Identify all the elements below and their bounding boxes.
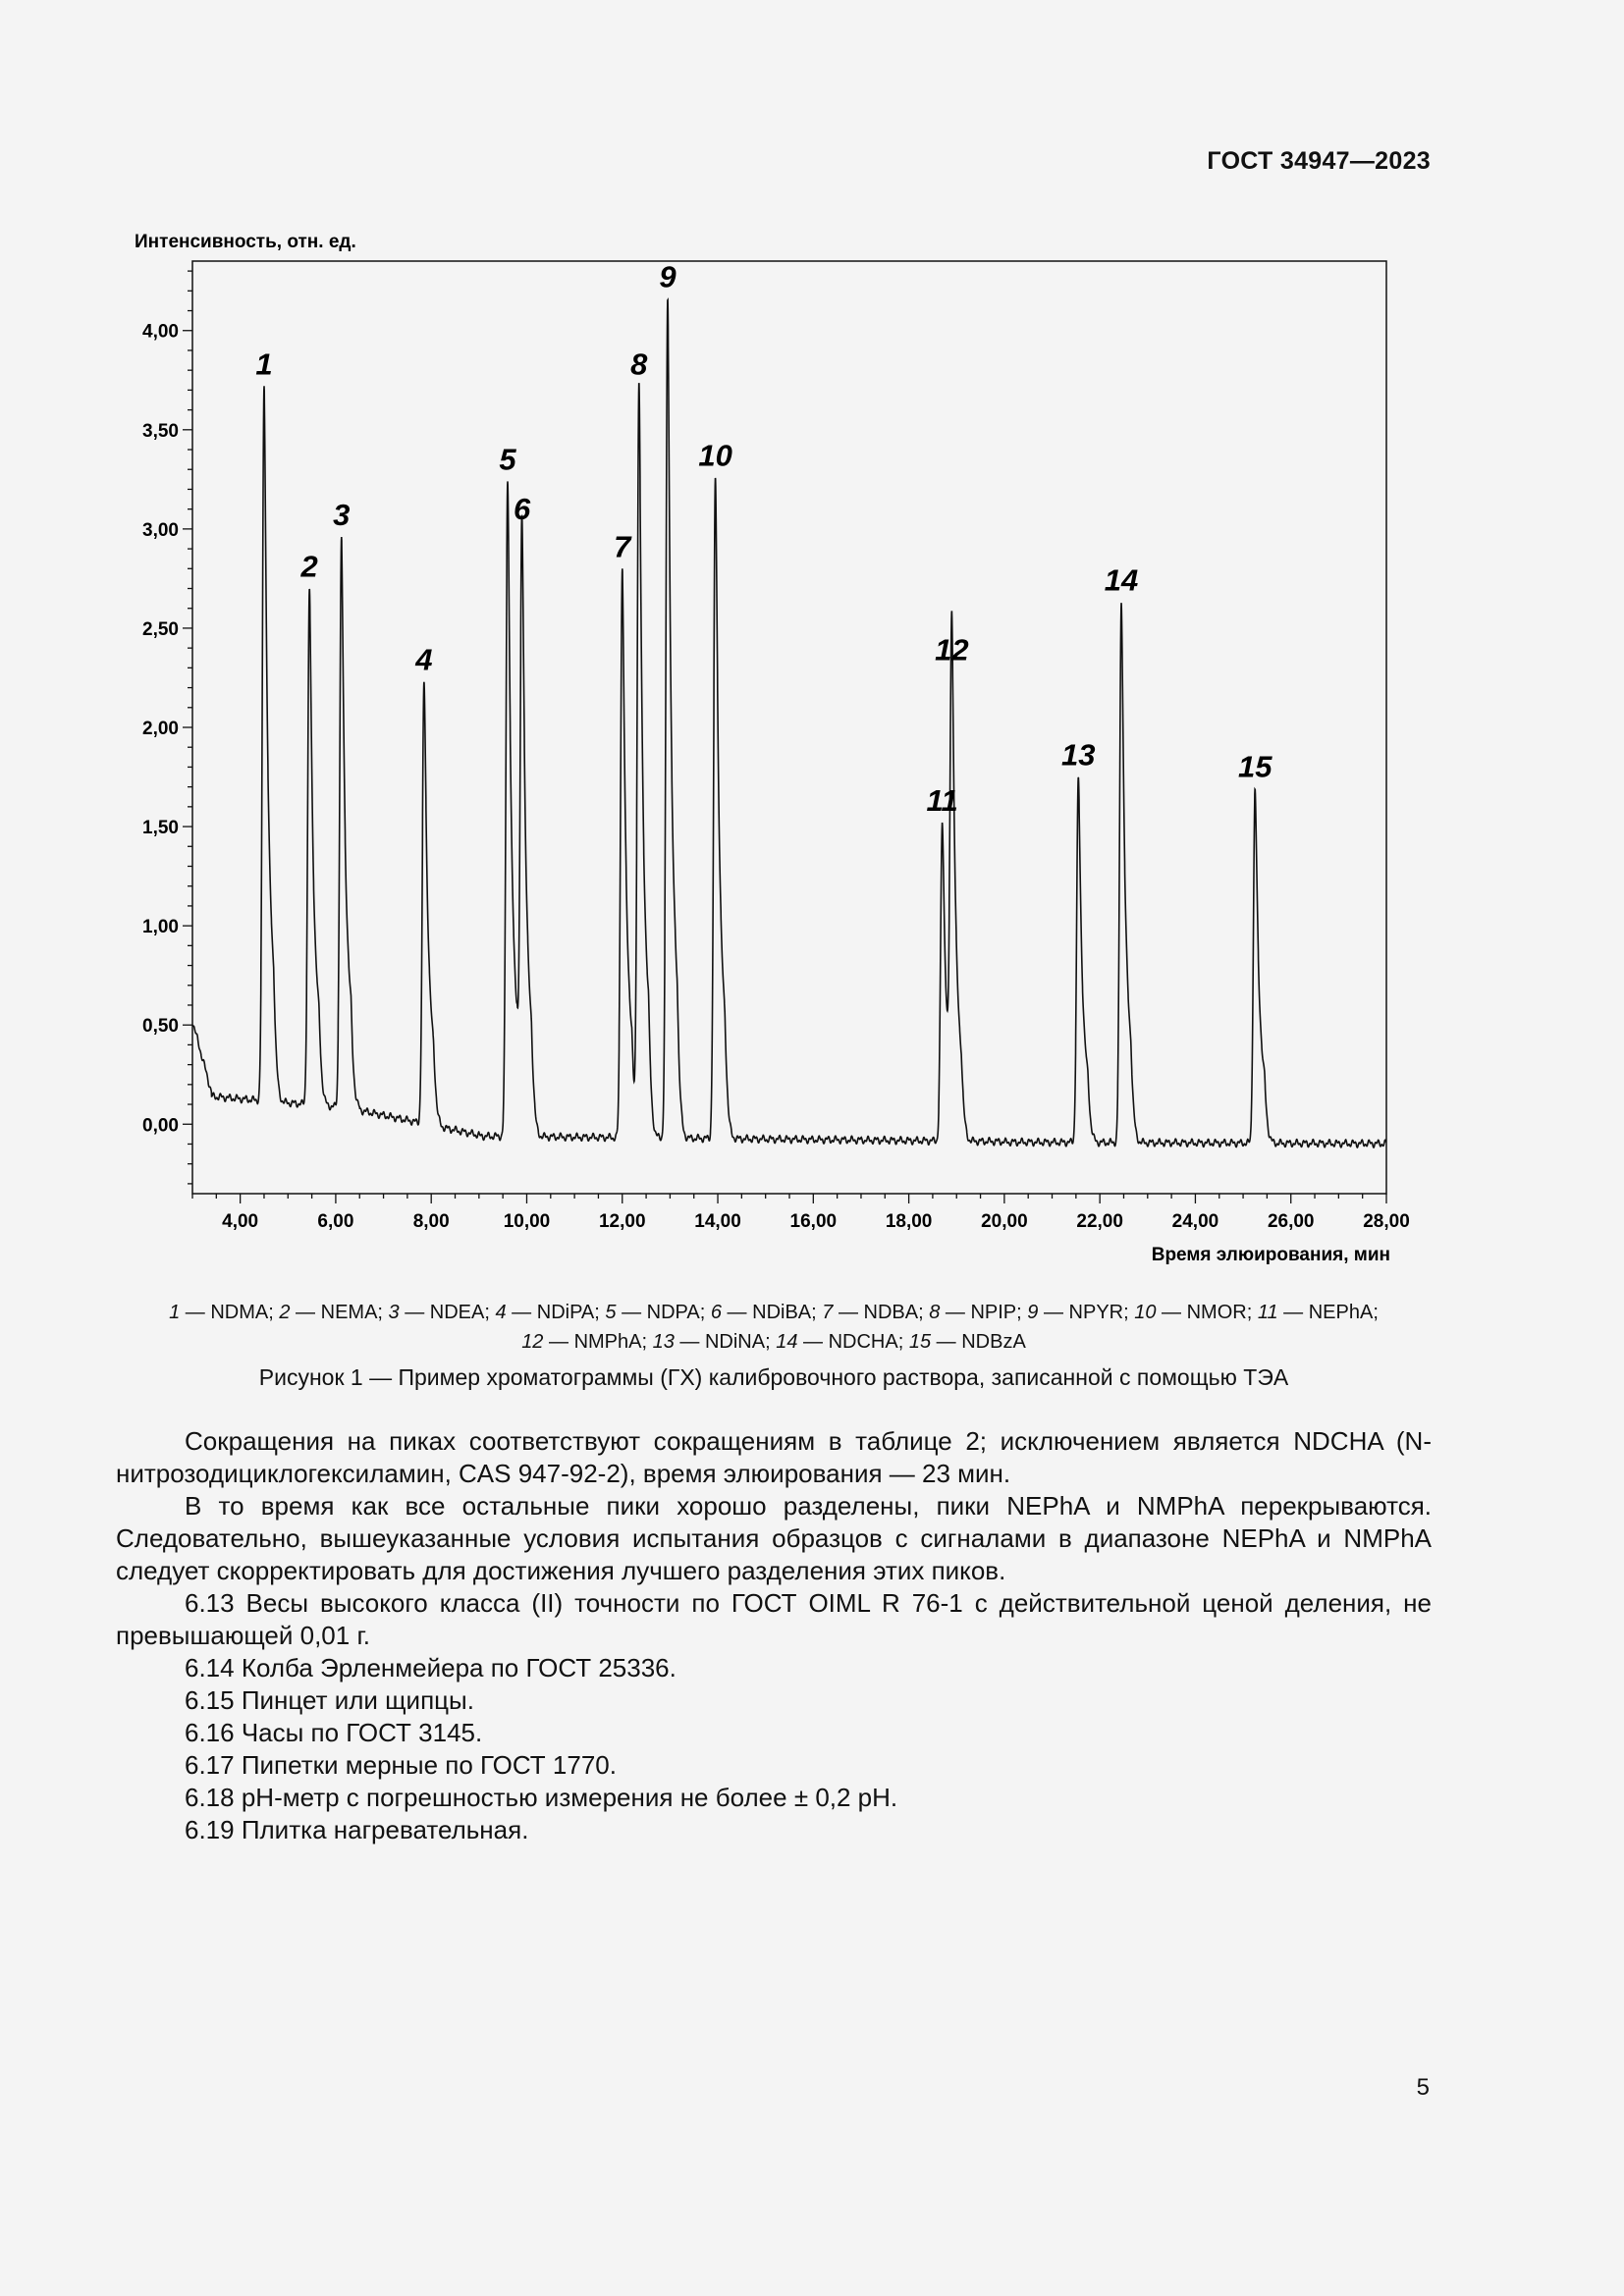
figure-legend: [116, 1298, 1432, 1357]
legend-compound: NEPhA: [1308, 1302, 1374, 1323]
peak-label: 5: [499, 442, 516, 477]
x-tick-label: 22,00: [1076, 1211, 1123, 1232]
x-tick-label: 26,00: [1267, 1211, 1315, 1232]
paragraph: 6.14 Колба Эрленмейера по ГОСТ 25336.: [185, 1653, 677, 1682]
legend-number: 9: [1027, 1302, 1039, 1323]
x-tick-label: 8,00: [412, 1211, 450, 1232]
y-tick-label: 3,50: [142, 420, 179, 442]
paragraph: 6.13 Весы высокого класса (II) точности по ГОСТ OIML R 76-1 с действительной ценой деления, не превышающей 0,01 г.: [116, 1588, 1432, 1650]
x-axis-label: Время элюирования, мин: [1151, 1245, 1390, 1265]
paragraph: 6.16 Часы по ГОСТ 3145.: [185, 1718, 483, 1747]
paragraph: 6.18 pH-метр с погрешностью измерения не более ± 0,2 pH.: [185, 1783, 898, 1812]
x-tick-label: 28,00: [1363, 1211, 1410, 1232]
x-tick-label: 20,00: [981, 1211, 1028, 1232]
legend-number: 10: [1134, 1302, 1157, 1323]
y-tick-label: 1,50: [142, 818, 179, 839]
legend-compound: NDBzA: [961, 1331, 1026, 1353]
legend-compound: NDBA: [863, 1302, 919, 1323]
standard-code: ГОСТ 34947—2023: [1207, 147, 1431, 175]
page-number: 5: [1416, 2074, 1430, 2101]
legend-line-2: 12 — NMPhA; 13 — NDiNA; 14 — NDCHA; 15 — NDBzA: [521, 1331, 1026, 1353]
legend-number: 5: [605, 1302, 617, 1323]
y-tick-label: 3,00: [142, 519, 179, 541]
legend-compound: NDPA: [646, 1302, 700, 1323]
legend-line-1: 1 — NDMA; 2 — NEMA; 3 — NDEA; 4 — NDiPA; 5 — NDPA; 6 — NDiBA; 7 — NDBA; 8 — NPIP; 9 — NPYR; 10 — NMOR; 11 — NEPhA;: [169, 1302, 1379, 1323]
paragraph: Сокращения на пиках соответствуют сокращениям в таблице 2; исключением является NDCHA (N-нитрозодициклогексиламин, CAS 947-92-2), время элюирования — 23 мин.: [116, 1426, 1432, 1488]
y-tick-label: 2,00: [142, 719, 179, 739]
peak-label: 12: [935, 632, 969, 667]
body-text: [116, 1425, 1432, 1846]
legend-compound: NDiPA: [536, 1302, 595, 1323]
x-tick-label: 10,00: [503, 1211, 551, 1232]
legend-number: 13: [652, 1331, 675, 1353]
peak-label: 9: [659, 259, 677, 294]
y-tick-label: 2,50: [142, 618, 179, 640]
peak-label: 8: [630, 347, 648, 382]
peak-label: 2: [300, 549, 318, 584]
paragraph: 6.17 Пипетки мерные по ГОСТ 1770.: [185, 1750, 617, 1780]
peak-label: 3: [333, 497, 351, 532]
axis-ticks: [142, 271, 1410, 1232]
legend-compound: NMOR: [1186, 1302, 1247, 1323]
peak-label: 6: [513, 491, 531, 526]
legend-number: 12: [521, 1331, 544, 1353]
peak-label: 15: [1237, 749, 1272, 784]
plot-frame: [192, 261, 1386, 1194]
y-tick-label: 0,50: [142, 1016, 179, 1038]
legend-number: 6: [710, 1302, 722, 1323]
peak-label: 14: [1104, 562, 1139, 598]
peak-label: 7: [614, 529, 631, 564]
x-tick-label: 6,00: [317, 1211, 354, 1232]
legend-number: 4: [495, 1302, 507, 1323]
y-axis-label: Интенсивность, отн. ед.: [135, 232, 356, 252]
y-tick-label: 0,00: [142, 1115, 179, 1137]
figure-caption: Рисунок 1 — Пример хроматограммы (ГХ) калибровочного раствора, записанной с помощью ТЭА: [258, 1364, 1289, 1390]
x-tick-label: 4,00: [222, 1211, 259, 1232]
legend-compound: NMPhA: [573, 1331, 642, 1353]
legend-compound: NDEA: [429, 1302, 485, 1323]
x-tick-label: 18,00: [885, 1211, 933, 1232]
paragraph: В то время как все остальные пики хорошо разделены, пики NEPhA и NMPhA перекрываются. Следовательно, вышеуказанные условия испытания образцов с сигналами в диапазоне NEPhA и NMPhA следует скорректировать для достижения лучшего разделения этих пиков.: [116, 1491, 1432, 1585]
paragraph: 6.19 Плитка нагревательная.: [185, 1815, 529, 1844]
peak-label: 1: [255, 347, 273, 382]
legend-compound: NDCHA: [828, 1331, 898, 1353]
x-tick-label: 16,00: [789, 1211, 838, 1232]
legend-number: 2: [279, 1302, 291, 1323]
legend-compound: NPYR: [1068, 1302, 1124, 1323]
y-tick-label: 4,00: [142, 321, 179, 343]
legend-number: 7: [822, 1302, 834, 1323]
peak-label: 13: [1061, 737, 1096, 773]
x-tick-label: 24,00: [1171, 1211, 1219, 1232]
x-tick-label: 12,00: [598, 1211, 646, 1232]
legend-number: 11: [1257, 1302, 1278, 1323]
legend-compound: NDMA: [210, 1302, 269, 1323]
legend-number: 15: [908, 1331, 932, 1353]
legend-number: 14: [776, 1331, 798, 1353]
chromatogram-trace: [192, 300, 1386, 1148]
legend-number: 1: [169, 1302, 181, 1323]
legend-compound: NEMA: [320, 1302, 378, 1323]
peak-label: 11: [926, 783, 958, 819]
legend-compound: NDiBA: [752, 1302, 812, 1323]
y-tick-label: 1,00: [142, 917, 179, 938]
peak-label: 10: [698, 438, 732, 473]
peak-label: 4: [415, 642, 433, 677]
legend-number: 8: [929, 1302, 941, 1323]
legend-compound: NPIP: [970, 1302, 1017, 1323]
paragraph: 6.15 Пинцет или щипцы.: [185, 1685, 474, 1715]
legend-number: 3: [388, 1302, 400, 1323]
legend-compound: NDiNA: [704, 1331, 766, 1353]
x-tick-label: 14,00: [694, 1211, 741, 1232]
